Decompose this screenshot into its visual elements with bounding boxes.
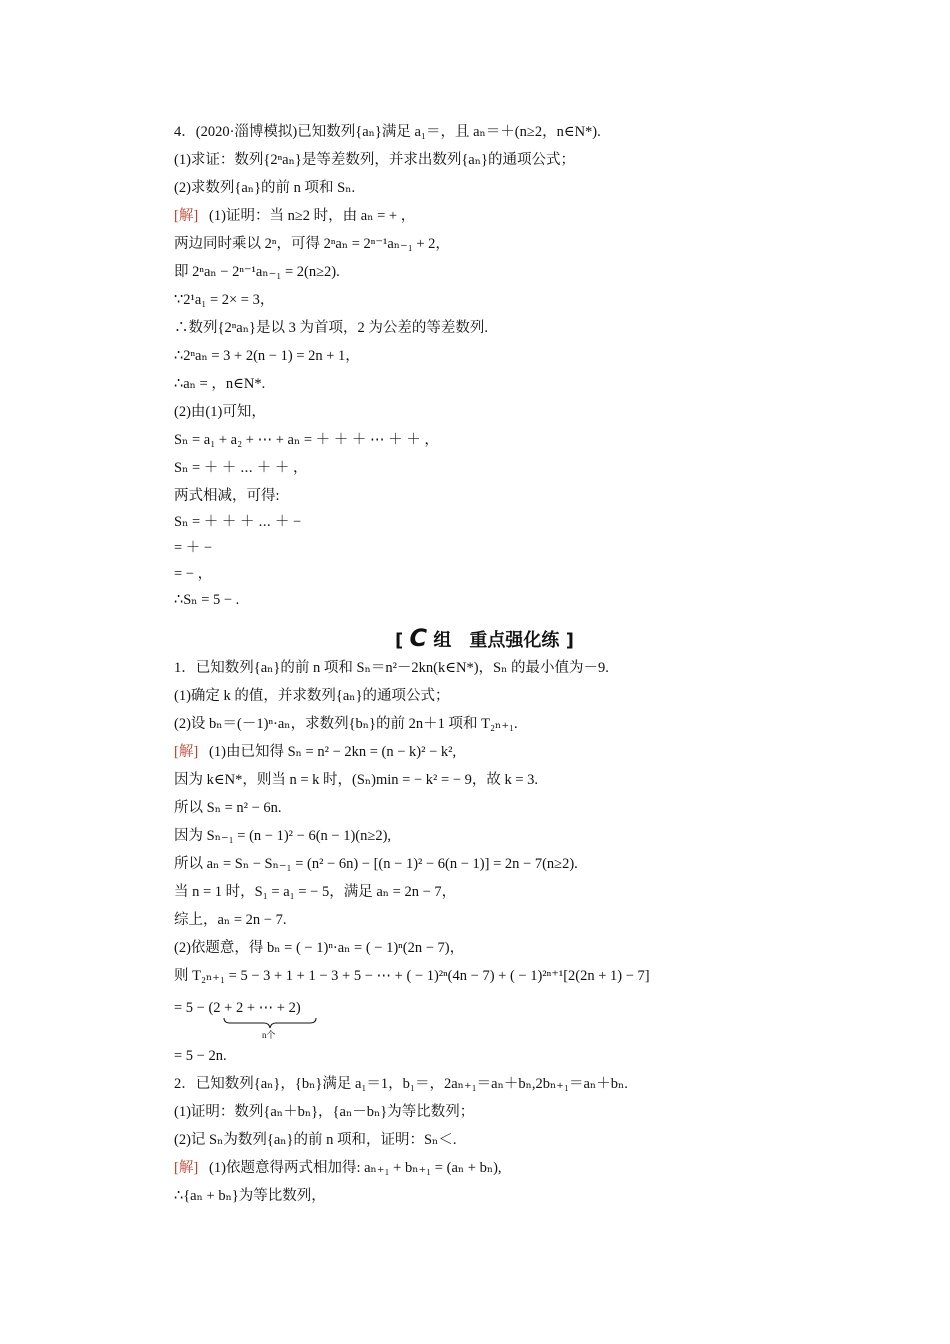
section-heading (395, 624, 574, 652)
problem1-part2: (2)设 bₙ＝(－1)ⁿ·aₙ，求数列{bₙ}的前 2n＋1 项和 T₂ₙ₊₁. (174, 716, 518, 732)
solution-line: 所以 Sₙ = n² − 6n. (174, 800, 282, 816)
solution-line: 则 T₂ₙ₊₁ = 5 − 3 + 1 + 1 − 3 + 5 − ⋯ + ( − 1)²ⁿ(4n − 7) + ( − 1)²ⁿ⁺¹[2(2n + 1) − 7] (174, 968, 650, 984)
problem4-part2: (2)求数列{aₙ}的前 n 项和 Sₙ. (174, 180, 356, 196)
solution-line: Sₙ = ＋ ＋ ⋯ ＋ ＋ ， (174, 460, 308, 476)
problem2-part2: (2)记 Sₙ为数列{aₙ}的前 n 项和，证明：Sₙ＜. (174, 1132, 457, 1148)
solution-text: (1)由已知得 Sₙ = n² − 2kn = (n − k)² − k², (209, 744, 457, 760)
solution-line: ∴aₙ = ，n∈N*. (174, 376, 266, 392)
solution-line: 两边同时乘以 2ⁿ，可得 2ⁿaₙ = 2ⁿ⁻¹aₙ₋₁ + 2， (174, 236, 450, 252)
solution-tag: [解] (174, 1160, 199, 1176)
solution-text: (1)依题意得两式相加得: aₙ₊₁ + bₙ₊₁ = (aₙ + bₙ), (209, 1160, 502, 1176)
solution-line: 综上，aₙ = 2n − 7. (174, 912, 287, 928)
solution-line: ∵2¹a₁ = 2× = 3， (174, 292, 275, 308)
solution-line: (2)依题意，得 bₙ = ( − 1)ⁿ·aₙ = ( − 1)ⁿ(2n − 7)， (174, 940, 465, 956)
solution-line: Sₙ = ＋ ＋ ＋ ⋯ ＋ − (174, 514, 302, 530)
solution-line (174, 742, 456, 762)
solution-line: (2)由(1)可知， (174, 404, 266, 420)
section-title: 组 重点强化练 (433, 630, 560, 651)
solution-line: = ＋ − (174, 540, 213, 556)
bracket-close: ] (565, 630, 574, 651)
problem4-part1: (1)求证：数列{2ⁿaₙ}是等差数列，并求出数列{aₙ}的通项公式； (174, 152, 575, 168)
problem2-statement: 2．已知数列{aₙ}，{bₙ}满足 a₁＝1，b₁＝，2aₙ₊₁＝aₙ＋bₙ,2bₙ₊₁＝aₙ＋bₙ. (174, 1076, 628, 1092)
solution-line (174, 1158, 502, 1178)
solution-tag: [解] (174, 208, 199, 224)
solution-line: ∴Sₙ = 5 − . (174, 592, 240, 608)
brace-label: n个 (262, 1030, 276, 1040)
solution-tag: [解] (174, 744, 199, 760)
solution-line: 所以 aₙ = Sₙ − Sₙ₋₁ = (n² − 6n) − [(n − 1)² − 6(n − 1)] = 2n − 7(n≥2). (174, 856, 578, 872)
solution-line: 两式相减，可得: (174, 488, 280, 504)
section-letter: C (409, 624, 428, 652)
solution-line: Sₙ = a₁ + a₂ + ⋯ + aₙ = ＋ ＋ ＋ ⋯ ＋ ＋ ， (174, 432, 439, 448)
solution-line: 因为 k∈N*，则当 n = k 时，(Sₙ)min = − k² = − 9，故 k = 3. (174, 772, 539, 788)
solution-line: 因为 Sₙ₋₁ = (n − 1)² − 6(n − 1)(n≥2), (174, 828, 392, 844)
solution-line: = − ， (174, 566, 213, 582)
solution-line: = 5 − 2n. (174, 1048, 227, 1064)
problem1-part1: (1)确定 k 的值，并求数列{aₙ}的通项公式； (174, 688, 450, 704)
solution-line (174, 206, 415, 226)
solution-line: ∴数列{2ⁿaₙ}是以 3 为首项，2 为公差的等差数列. (174, 320, 488, 336)
solution-line: ∴{aₙ + bₙ}为等比数列， (174, 1188, 326, 1204)
bracket-open: [ (395, 630, 404, 651)
solution-text: (1)证明：当 n≥2 时，由 aₙ = + ， (209, 208, 416, 224)
problem1-statement: 1．已知数列{aₙ}的前 n 项和 Sₙ＝n²－2kn(k∈N*)，Sₙ 的最小值为－9. (174, 660, 609, 676)
solution-line: 当 n = 1 时，S₁ = a₁ = − 5，满足 aₙ = 2n − 7， (174, 884, 457, 900)
solution-line: 即 2ⁿaₙ − 2ⁿ⁻¹aₙ₋₁ = 2(n≥2). (174, 264, 340, 280)
solution-line: ∴2ⁿaₙ = 3 + 2(n − 1) = 2n + 1， (174, 348, 360, 364)
solution-line-brace: = 5 − (2 + 2 + ⋯ + 2) (174, 1000, 301, 1016)
problem4-statement: 4．(2020·淄博模拟)已知数列{aₙ}满足 a₁＝，且 aₙ＝＋(n≥2，n∈N*). (174, 124, 601, 140)
problem2-part1: (1)证明：数列{aₙ＋bₙ}，{aₙ－bₙ}为等比数列； (174, 1104, 475, 1120)
